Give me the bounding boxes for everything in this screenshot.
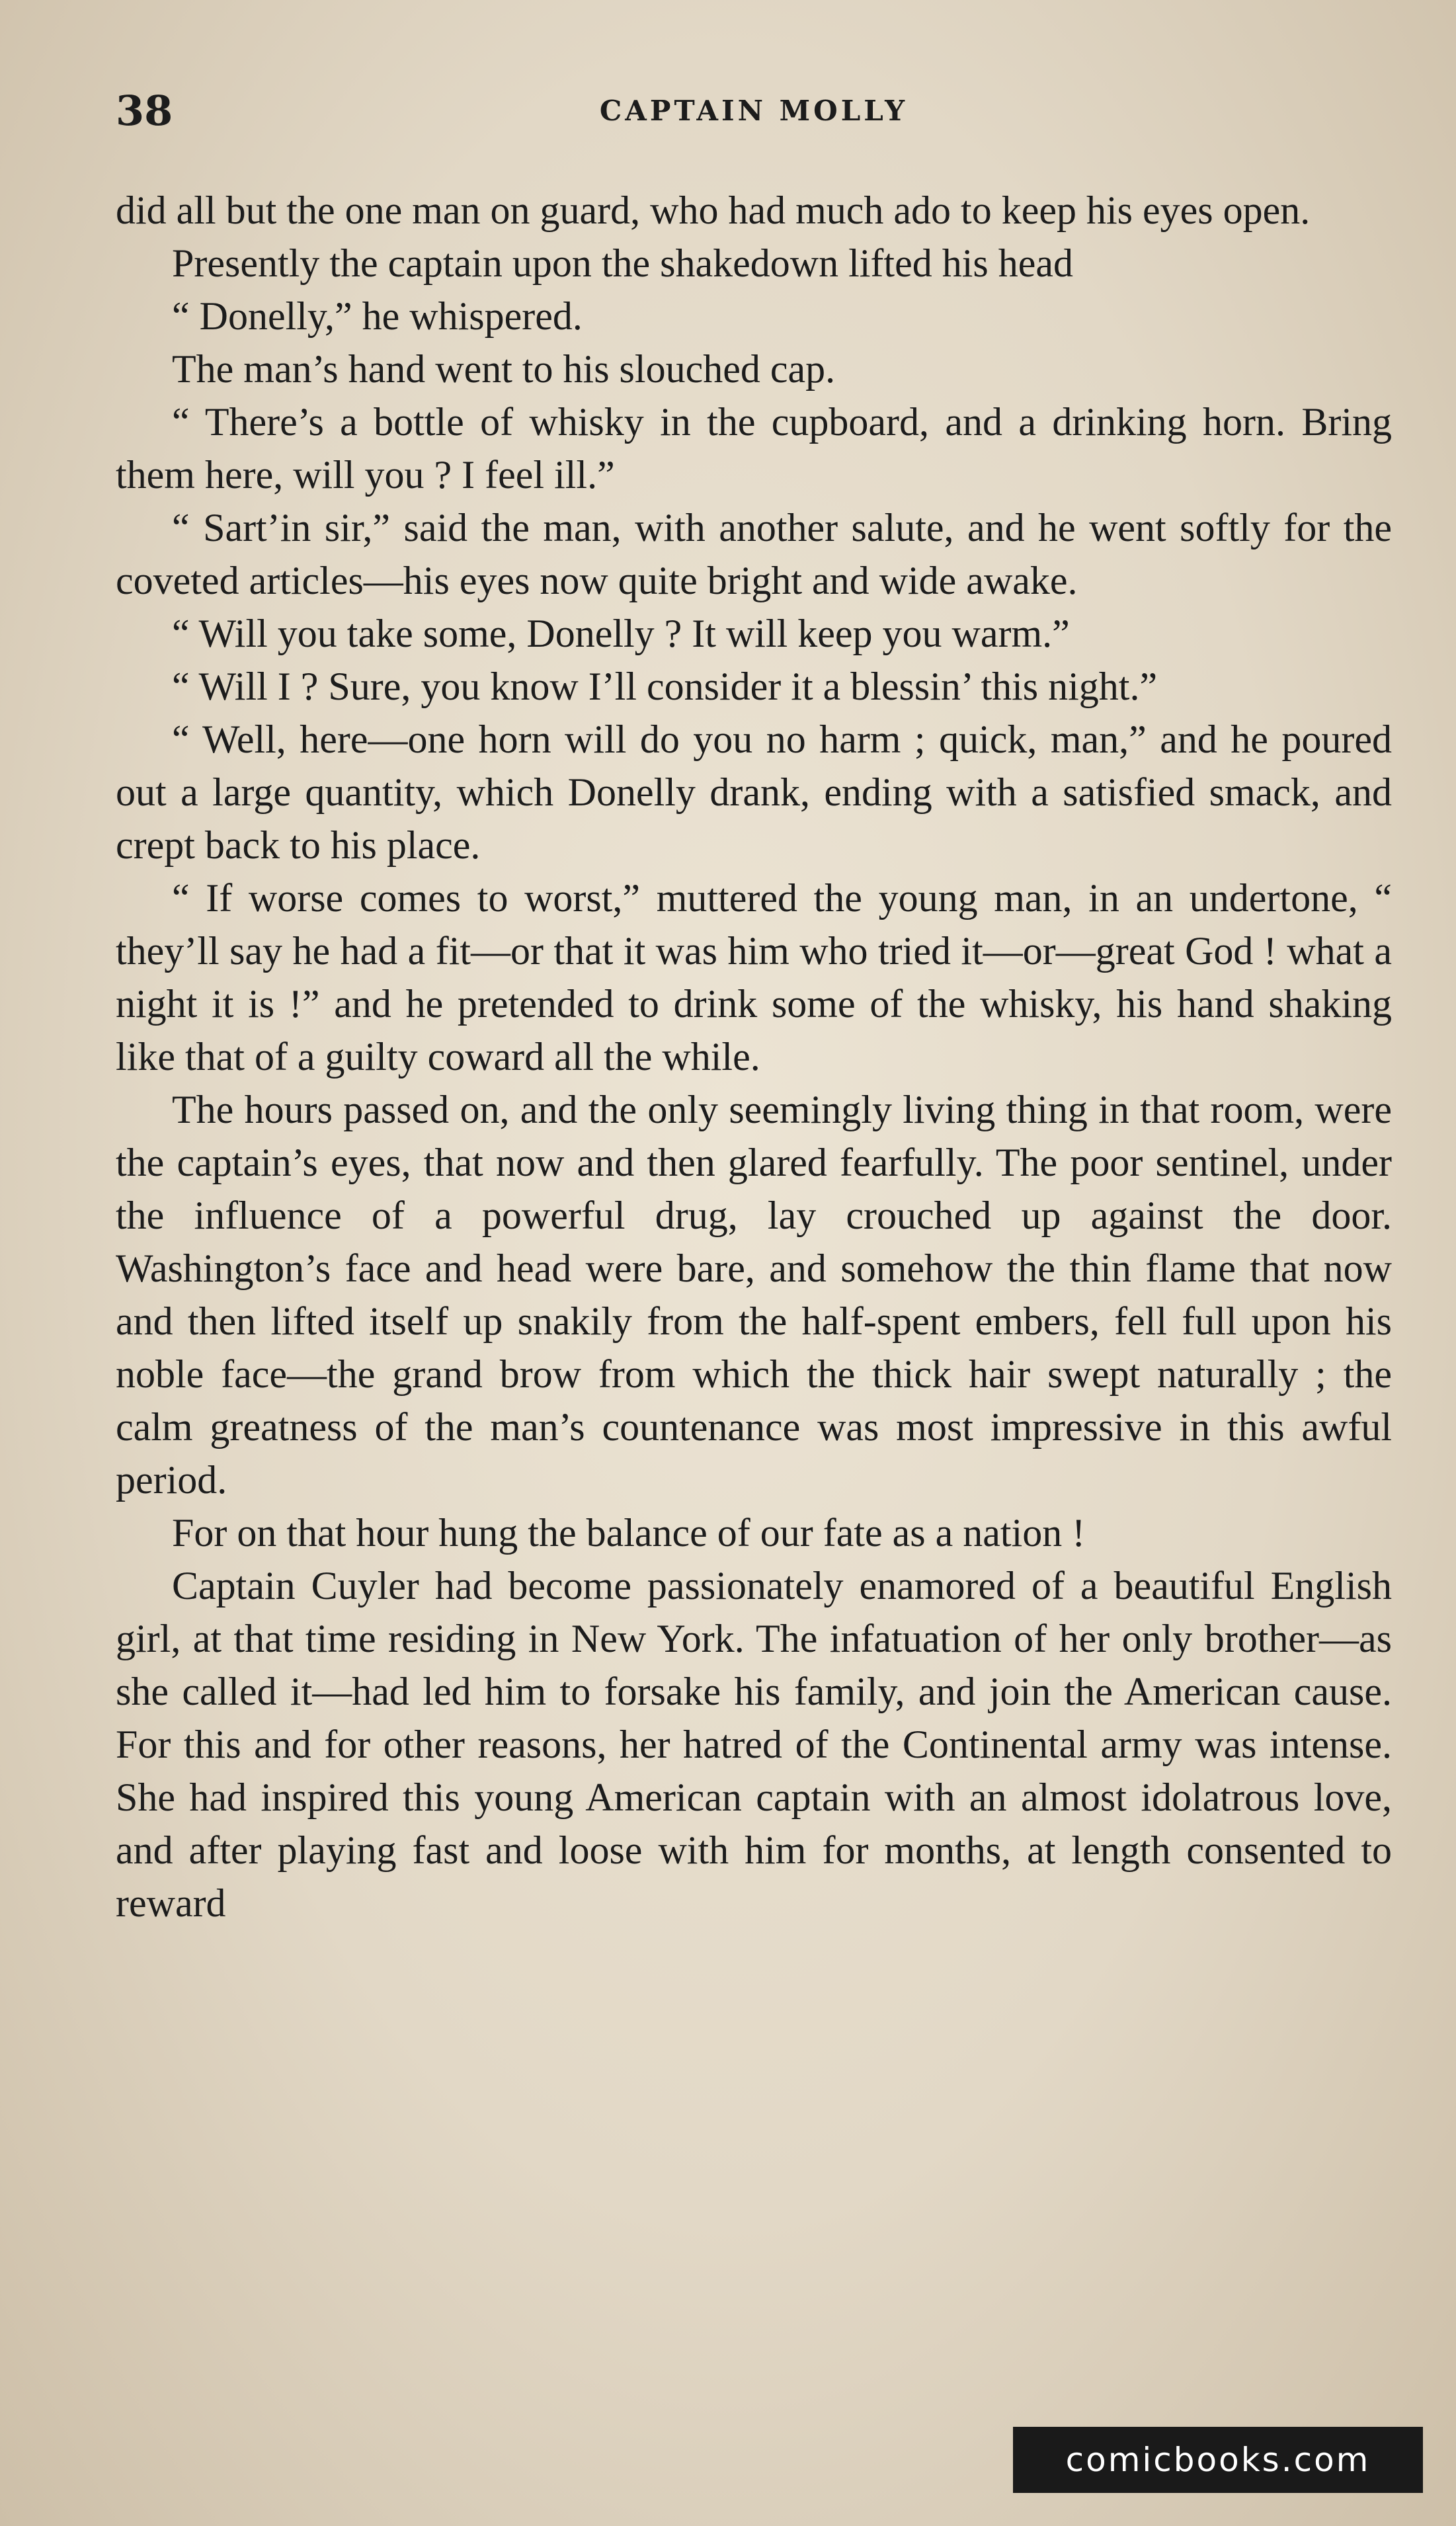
watermark: comicbooks.com xyxy=(1013,2427,1423,2493)
paragraph: “ Will I ? Sure, you know I’ll consider it a blessin’ this night.” xyxy=(172,665,1158,708)
paragraph: “ Donelly,” he whispered. xyxy=(172,294,583,338)
page-number: 38 xyxy=(116,87,173,135)
paragraph: did all but the one man on guard, who had much ado to keep his eyes open. xyxy=(116,188,1311,232)
body-text xyxy=(116,184,1392,1930)
paragraph: “ Sart’in sir,” said the man, with another salute, and he went softly for the coveted articles—his eyes now quite bright and wide awake. xyxy=(116,506,1392,602)
paragraph: “ Will you take some, Donelly ? It will keep you warm.” xyxy=(172,612,1070,655)
paragraph: Captain Cuyler had become passionately enamored of a beautiful English girl, at that time residing in New York. The infatuation of her only brother—as she called it—had led him to forsake his family, and join the American cause. For this and for other reasons, her hatred of the Continental army was intense. She had inspired this young American captain with an almost idolatrous love, and after playing fast and loose with him for months, at length consented to reward xyxy=(116,1564,1392,1925)
paragraph: “ There’s a bottle of whisky in the cupboard, and a drinking horn. Bring them here, will you ? I feel ill.” xyxy=(116,400,1392,497)
paragraph: For on that hour hung the balance of our fate as a nation ! xyxy=(172,1511,1086,1555)
paragraph: Presently the captain upon the shakedown lifted his head xyxy=(172,241,1073,285)
page-header xyxy=(116,85,1392,138)
paragraph: “ Well, here—one horn will do you no harm ; quick, man,” and he poured out a large quantity, which Donelly drank, ending with a satisfied smack, and crept back to his place. xyxy=(116,717,1392,867)
running-head: CAPTAIN MOLLY xyxy=(599,95,909,127)
paragraph: The hours passed on, and the only seemingly living thing in that room, were the captain’s eyes, that now and then glared fearfully. The poor sentinel, under the influence of a powerful drug, lay crouched up against the door. Washington’s face and head were bare, and somehow the thin flame that now and then lifted itself up snakily from the half-spent embers, fell full upon his noble face—the grand brow from which the thick hair swept naturally ; the calm greatness of the man’s countenance was most impressive in this awful period. xyxy=(116,1088,1392,1502)
paragraph: “ If worse comes to worst,” muttered the young man, in an undertone, “ they’ll say he had a fit—or that it was him who tried it—or—great God ! what a night it is !” and he pretended to drink some of the whisky, his hand shaking like that of a guilty coward all the while. xyxy=(116,876,1392,1079)
paragraph: The man’s hand went to his slouched cap. xyxy=(172,347,836,391)
